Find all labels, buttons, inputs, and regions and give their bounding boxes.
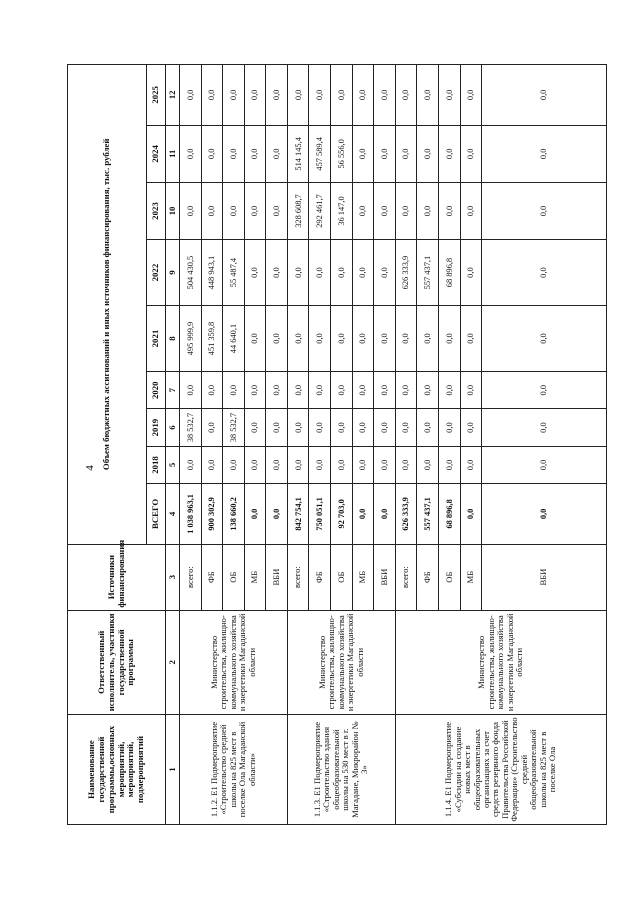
year-cell: 0,0 xyxy=(244,240,266,306)
year-cell: 0,0 xyxy=(223,125,245,182)
col-number: 4 xyxy=(166,484,180,544)
year-cell: 0,0 xyxy=(309,240,331,306)
year-cell: 0,0 xyxy=(417,182,439,239)
year-cell: 451 359,8 xyxy=(201,306,223,372)
year-cell: 0,0 xyxy=(482,306,607,372)
year-cell: 292 461,7 xyxy=(309,182,331,239)
year-cell: 0,0 xyxy=(352,409,374,446)
header-year: ВСЕГО xyxy=(147,484,166,544)
year-cell: 0,0 xyxy=(438,125,460,182)
year-cell: 0,0 xyxy=(223,182,245,239)
year-cell: 0,0 xyxy=(309,306,331,372)
year-cell: 0,0 xyxy=(266,65,288,126)
year-cell: 0,0 xyxy=(395,446,417,483)
funding-source: ФБ xyxy=(417,544,439,610)
total-cell: 557 437,1 xyxy=(417,484,439,544)
funding-source: ОБ xyxy=(331,544,353,610)
year-cell: 0,0 xyxy=(244,306,266,372)
year-cell: 38 532,7 xyxy=(180,409,202,446)
year-cell: 0,0 xyxy=(482,372,607,409)
year-cell: 0,0 xyxy=(352,182,374,239)
header-year: 2022 xyxy=(147,240,166,306)
year-cell: 495 999,9 xyxy=(180,306,202,372)
table-container xyxy=(67,64,607,825)
year-cell: 0,0 xyxy=(395,65,417,126)
total-cell: 842 754,1 xyxy=(287,484,309,544)
year-cell: 0,0 xyxy=(460,182,482,239)
year-cell: 0,0 xyxy=(180,372,202,409)
year-cell: 0,0 xyxy=(244,65,266,126)
total-cell: 626 333,9 xyxy=(395,484,417,544)
year-cell: 0,0 xyxy=(352,65,374,126)
year-cell: 0,0 xyxy=(223,446,245,483)
financing-table xyxy=(67,64,607,825)
year-cell: 0,0 xyxy=(287,240,309,306)
year-cell: 0,0 xyxy=(309,409,331,446)
col-number: 2 xyxy=(166,610,180,714)
year-cell: 0,0 xyxy=(460,306,482,372)
activity-name: 1.1.4. Е1 Подмероприятие «Субсидии на создание новых мест в общеобразовательных организациях за счет средств резервного фонда Правительства Российской Федерации» (Строительство средней общеобразовательной школы на 825 мест в поселке Ола xyxy=(395,715,606,825)
funding-source: ФБ xyxy=(201,544,223,610)
year-cell: 0,0 xyxy=(180,125,202,182)
year-cell: 0,0 xyxy=(331,240,353,306)
year-cell: 0,0 xyxy=(460,125,482,182)
header-year: 2025 xyxy=(147,65,166,126)
year-cell: 0,0 xyxy=(395,125,417,182)
year-cell: 0,0 xyxy=(244,446,266,483)
header-executor: Ответственный исполнитель, участники государственной программы xyxy=(68,610,166,714)
year-cell: 0,0 xyxy=(482,65,607,126)
col-number: 1 xyxy=(166,715,180,825)
page-number: 4 xyxy=(84,465,96,471)
executor-name: Министерство строительства, жилищно-коммунального хозяйства и энергетики Магаданской области xyxy=(180,610,288,714)
year-cell: 504 430,5 xyxy=(180,240,202,306)
year-cell: 0,0 xyxy=(482,446,607,483)
header-source: Источники финансирования xyxy=(68,544,166,610)
year-cell: 0,0 xyxy=(374,182,396,239)
year-cell: 0,0 xyxy=(244,182,266,239)
year-cell: 68 896,8 xyxy=(438,240,460,306)
year-cell: 0,0 xyxy=(374,306,396,372)
total-cell: 0,0 xyxy=(374,484,396,544)
year-cell: 44 640,1 xyxy=(223,306,245,372)
year-cell: 0,0 xyxy=(395,182,417,239)
funding-source: ВБИ xyxy=(266,544,288,610)
year-cell: 0,0 xyxy=(417,409,439,446)
year-cell: 55 487,4 xyxy=(223,240,245,306)
year-cell: 0,0 xyxy=(460,372,482,409)
table-row xyxy=(180,65,202,825)
year-cell: 0,0 xyxy=(438,372,460,409)
year-cell: 0,0 xyxy=(201,182,223,239)
year-cell: 0,0 xyxy=(417,446,439,483)
table-row xyxy=(395,65,417,825)
year-cell: 0,0 xyxy=(482,125,607,182)
year-cell: 0,0 xyxy=(201,372,223,409)
year-cell: 0,0 xyxy=(374,125,396,182)
funding-source: МБ xyxy=(244,544,266,610)
year-cell: 0,0 xyxy=(201,125,223,182)
year-cell: 0,0 xyxy=(223,65,245,126)
funding-source: всего: xyxy=(287,544,309,610)
year-cell: 0,0 xyxy=(244,372,266,409)
total-cell: 0,0 xyxy=(460,484,482,544)
header-year: 2023 xyxy=(147,182,166,239)
funding-source: всего: xyxy=(395,544,417,610)
year-cell: 0,0 xyxy=(352,125,374,182)
year-cell: 0,0 xyxy=(417,372,439,409)
header-year: 2024 xyxy=(147,125,166,182)
total-cell: 0,0 xyxy=(244,484,266,544)
year-cell: 0,0 xyxy=(180,446,202,483)
year-cell: 0,0 xyxy=(287,306,309,372)
total-cell: 900 302,9 xyxy=(201,484,223,544)
year-cell: 0,0 xyxy=(244,409,266,446)
year-cell: 0,0 xyxy=(244,125,266,182)
table-row xyxy=(287,65,309,825)
year-cell: 0,0 xyxy=(395,409,417,446)
year-cell: 0,0 xyxy=(482,240,607,306)
year-cell: 0,0 xyxy=(266,409,288,446)
year-cell: 626 333,9 xyxy=(395,240,417,306)
year-cell: 0,0 xyxy=(309,446,331,483)
year-cell: 0,0 xyxy=(374,446,396,483)
year-cell: 0,0 xyxy=(352,240,374,306)
year-cell: 0,0 xyxy=(266,372,288,409)
executor-name: Министерство строительства, жилищно-коммунального хозяйства и энергетики Магаданской области xyxy=(287,610,395,714)
year-cell: 0,0 xyxy=(201,409,223,446)
header-year: 2020 xyxy=(147,372,166,409)
year-cell: 0,0 xyxy=(266,125,288,182)
year-cell: 0,0 xyxy=(287,409,309,446)
year-cell: 0,0 xyxy=(331,372,353,409)
year-cell: 328 608,7 xyxy=(287,182,309,239)
year-cell: 0,0 xyxy=(374,65,396,126)
year-cell: 0,0 xyxy=(352,306,374,372)
funding-source: ОБ xyxy=(223,544,245,610)
activity-name: 1.1.2. Е1 Подмероприятие «Строительство средней школы на 825 мест в поселке Ола Магаданской области» xyxy=(180,715,288,825)
year-cell: 0,0 xyxy=(374,372,396,409)
col-number: 6 xyxy=(166,409,180,446)
col-number: 12 xyxy=(166,65,180,126)
year-cell: 0,0 xyxy=(180,65,202,126)
funding-source: ФБ xyxy=(309,544,331,610)
year-cell: 0,0 xyxy=(331,409,353,446)
activity-name: 1.1.3. Е1 Подмероприятие «Строительство здания общеобразовательной школы на 530 мест в г. Магадане, Микрорайон № 3» xyxy=(287,715,395,825)
year-cell: 0,0 xyxy=(482,182,607,239)
year-cell: 0,0 xyxy=(460,446,482,483)
header-year: 2018 xyxy=(147,446,166,483)
year-cell: 457 589,4 xyxy=(309,125,331,182)
funding-source: ВБИ xyxy=(374,544,396,610)
table-rotated-frame xyxy=(67,64,607,825)
year-cell: 514 145,4 xyxy=(287,125,309,182)
year-cell: 56 556,0 xyxy=(331,125,353,182)
year-cell: 0,0 xyxy=(266,240,288,306)
executor-name: Министерство строительства, жилищно-коммунального хозяйства и энергетики Магаданской области xyxy=(395,610,606,714)
total-cell: 138 660,2 xyxy=(223,484,245,544)
year-cell: 0,0 xyxy=(417,65,439,126)
total-cell: 92 703,0 xyxy=(331,484,353,544)
year-cell: 0,0 xyxy=(331,446,353,483)
total-cell: 68 896,8 xyxy=(438,484,460,544)
header-year: 2019 xyxy=(147,409,166,446)
year-cell: 0,0 xyxy=(460,409,482,446)
year-cell: 0,0 xyxy=(352,446,374,483)
col-number: 3 xyxy=(166,544,180,610)
year-cell: 0,0 xyxy=(438,182,460,239)
total-cell: 750 051,1 xyxy=(309,484,331,544)
col-number: 10 xyxy=(166,182,180,239)
year-cell: 0,0 xyxy=(223,372,245,409)
col-number: 5 xyxy=(166,446,180,483)
year-cell: 0,0 xyxy=(201,446,223,483)
year-cell: 0,0 xyxy=(201,65,223,126)
total-cell: 0,0 xyxy=(352,484,374,544)
col-number: 7 xyxy=(166,372,180,409)
year-cell: 0,0 xyxy=(352,372,374,409)
funding-source: МБ xyxy=(460,544,482,610)
header-year: 2021 xyxy=(147,306,166,372)
funding-source: ВБИ xyxy=(482,544,607,610)
year-cell: 0,0 xyxy=(287,65,309,126)
total-cell: 1 038 963,1 xyxy=(180,484,202,544)
year-cell: 36 147,0 xyxy=(331,182,353,239)
col-number: 11 xyxy=(166,125,180,182)
year-cell: 0,0 xyxy=(460,65,482,126)
year-cell: 448 943,1 xyxy=(201,240,223,306)
year-cell: 0,0 xyxy=(266,182,288,239)
year-cell: 0,0 xyxy=(438,306,460,372)
year-cell: 0,0 xyxy=(374,409,396,446)
total-cell: 0,0 xyxy=(266,484,288,544)
year-cell: 0,0 xyxy=(395,306,417,372)
year-cell: 0,0 xyxy=(482,409,607,446)
col-number: 8 xyxy=(166,306,180,372)
header-name: Наименование государственной программы,основных мероприятий, мероприятий, подмероприятий xyxy=(68,715,166,825)
funding-source: МБ xyxy=(352,544,374,610)
year-cell: 0,0 xyxy=(374,240,396,306)
header-funding-group: Объем бюджетных ассигнований и иных источников финансирования, тыс. рублей xyxy=(68,65,147,545)
year-cell: 0,0 xyxy=(266,446,288,483)
col-number: 9 xyxy=(166,240,180,306)
year-cell: 0,0 xyxy=(331,306,353,372)
year-cell: 0,0 xyxy=(180,182,202,239)
year-cell: 0,0 xyxy=(438,65,460,126)
funding-source: ОБ xyxy=(438,544,460,610)
year-cell: 0,0 xyxy=(266,306,288,372)
year-cell: 0,0 xyxy=(287,446,309,483)
year-cell: 0,0 xyxy=(438,409,460,446)
year-cell: 0,0 xyxy=(309,65,331,126)
table-body xyxy=(180,65,607,825)
year-cell: 0,0 xyxy=(417,125,439,182)
year-cell: 0,0 xyxy=(287,372,309,409)
year-cell: 38 532,7 xyxy=(223,409,245,446)
total-cell: 0,0 xyxy=(482,484,607,544)
year-cell: 0,0 xyxy=(395,372,417,409)
year-cell: 0,0 xyxy=(331,65,353,126)
funding-source: всего: xyxy=(180,544,202,610)
year-cell: 557 437,1 xyxy=(417,240,439,306)
year-cell: 0,0 xyxy=(438,446,460,483)
year-cell: 0,0 xyxy=(417,306,439,372)
year-cell: 0,0 xyxy=(460,240,482,306)
year-cell: 0,0 xyxy=(309,372,331,409)
